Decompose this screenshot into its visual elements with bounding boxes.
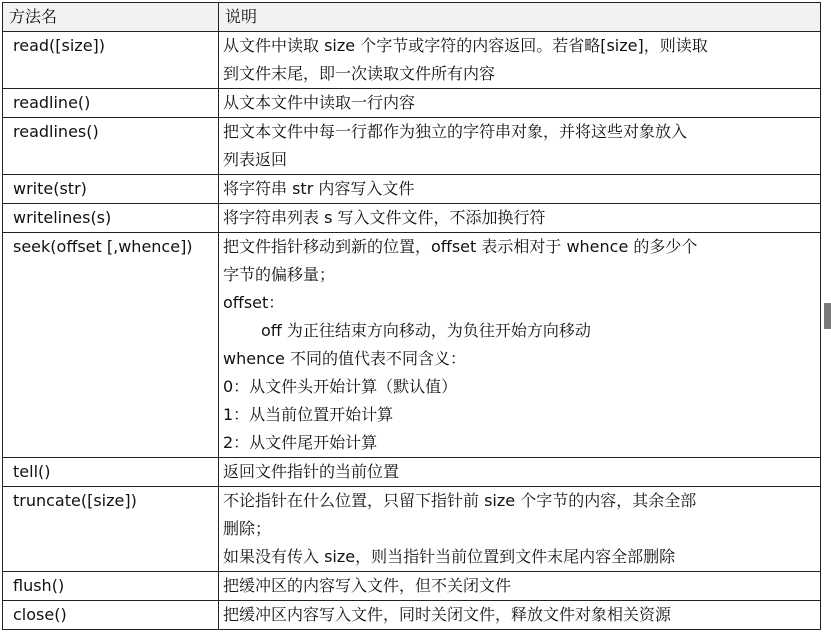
method-name: read([size]): [3, 32, 219, 89]
table-row: [3, 175, 821, 204]
description-line: 0：从文件头开始计算（默认值）: [223, 377, 458, 396]
method-name: seek(offset [,whence]): [3, 233, 219, 458]
description-line: 如果没有传入 size，则当指针当前位置到文件末尾内容全部删除: [223, 547, 676, 566]
description-line: 返回文件指针的当前位置: [223, 462, 400, 481]
description-line: 1：从当前位置开始计算: [223, 405, 394, 424]
table-row: [3, 487, 821, 572]
table-row: [3, 118, 821, 175]
description-line: 从文件中读取 size 个字节或字符的内容返回。若省略[size]，则读取: [223, 36, 708, 55]
method-description: [219, 458, 821, 487]
method-name: tell(): [3, 458, 219, 487]
description-line: 把文件指针移动到新的位置，offset 表示相对于 whence 的多少个: [223, 237, 698, 256]
method-name: readline(): [3, 89, 219, 118]
file-methods-table: [2, 2, 821, 630]
table-row: [3, 204, 821, 233]
description-line: 从文本文件中读取一行内容: [223, 93, 416, 112]
table-row: [3, 601, 821, 630]
method-description: [219, 572, 821, 601]
table-header-row: [3, 3, 821, 32]
table-row: [3, 89, 821, 118]
description-line: 字节的偏移量；: [223, 265, 336, 284]
description-line: offset：: [223, 293, 285, 312]
method-description: [219, 233, 821, 458]
header-method-name: 方法名: [3, 3, 219, 32]
description-line: off 为正往结束方向移动，为负往开始方向移动: [261, 321, 591, 340]
description-line: 到文件末尾，即一次读取文件所有内容: [223, 64, 496, 83]
description-line: 把文本文件中每一行都作为独立的字符串对象，并将这些对象放入: [223, 122, 688, 141]
method-name: readlines(): [3, 118, 219, 175]
method-description: [219, 89, 821, 118]
description-line: 将字符串 str 内容写入文件: [223, 179, 415, 198]
description-line: 把缓冲区的内容写入文件，但不关闭文件: [223, 576, 512, 595]
file-methods-table-container: [2, 2, 820, 630]
table-row: [3, 233, 821, 458]
description-line: 列表返回: [223, 150, 288, 169]
description-line: 把缓冲区内容写入文件，同时关闭文件，释放文件对象相关资源: [223, 605, 672, 624]
table-row: [3, 32, 821, 89]
header-description: 说明: [219, 3, 821, 32]
method-description: [219, 175, 821, 204]
method-description: [219, 32, 821, 89]
method-name: writelines(s): [3, 204, 219, 233]
table-row: [3, 458, 821, 487]
method-name: close(): [3, 601, 219, 630]
description-line: whence 不同的值代表不同含义：: [223, 349, 466, 368]
method-description: [219, 118, 821, 175]
description-line: 不论指针在什么位置，只留下指针前 size 个字节的内容，其余全部: [223, 491, 697, 510]
method-name: truncate([size]): [3, 487, 219, 572]
description-line: 2：从文件尾开始计算: [223, 433, 378, 452]
method-description: [219, 601, 821, 630]
table-row: [3, 572, 821, 601]
method-description: [219, 204, 821, 233]
method-name: flush(): [3, 572, 219, 601]
scroll-handle[interactable]: [824, 303, 831, 329]
method-description: [219, 487, 821, 572]
method-name: write(str): [3, 175, 219, 204]
description-line: 删除；: [223, 519, 272, 538]
description-line: 将字符串列表 s 写入文件文件，不添加换行符: [223, 208, 546, 227]
